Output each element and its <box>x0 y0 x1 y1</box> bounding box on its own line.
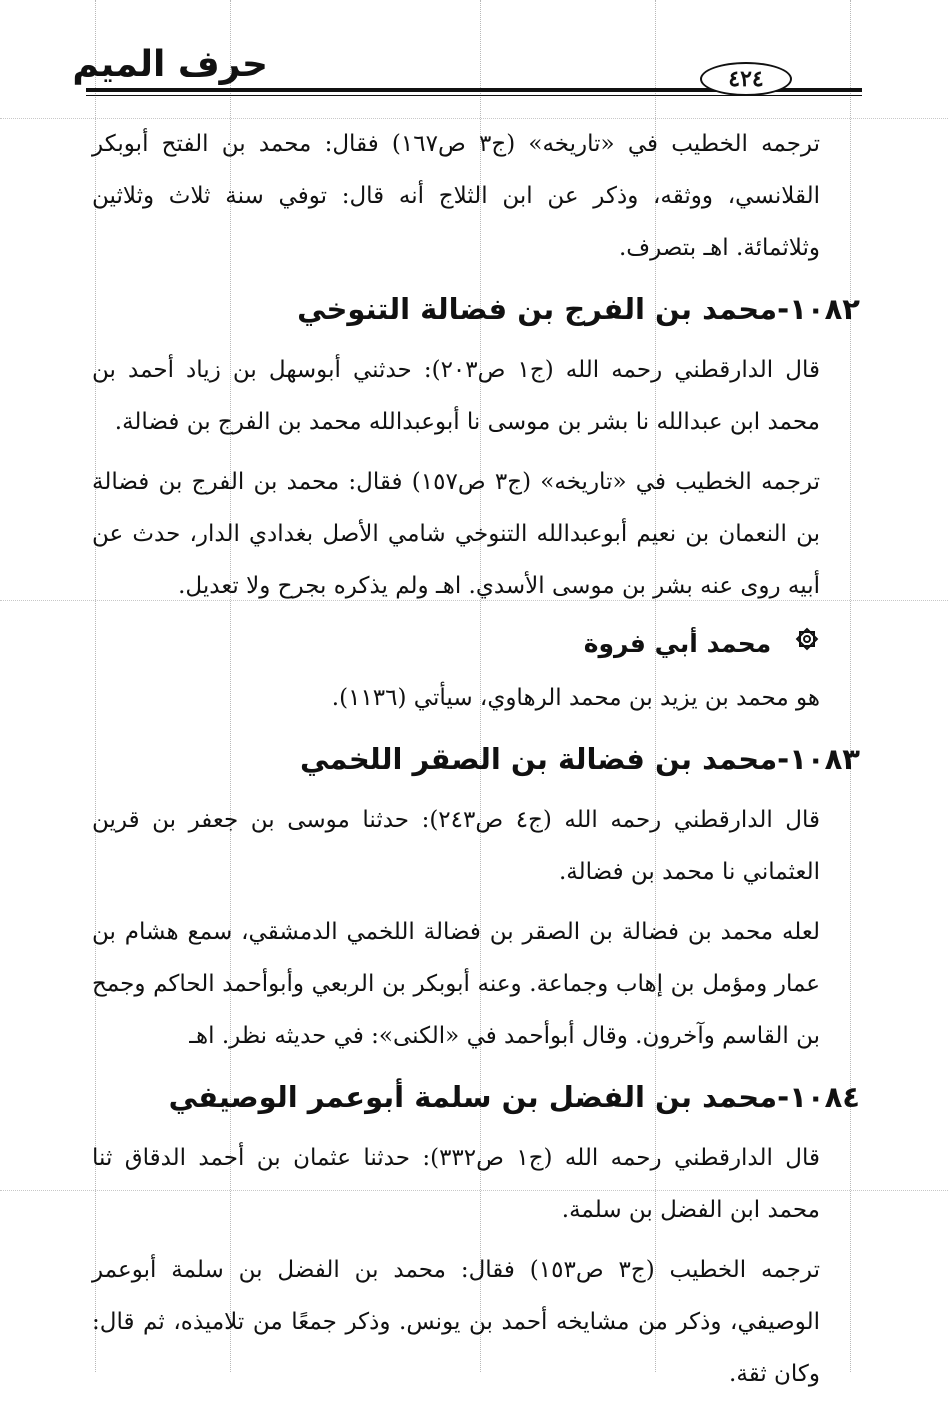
page-body <box>92 118 860 1408</box>
paragraph: هو محمد بن يزيد بن محمد الرهاوي، سيأتي (١١٣٦). <box>331 685 820 711</box>
paragraph: قال الدارقطني رحمه الله (ج٤ ص٢٤٣): حدثنا موسى بن جعفر بن قرين العثماني نا محمد بن فضالة. <box>92 807 821 885</box>
sub-entry-title: محمد أبي فروة <box>583 629 772 658</box>
eight-point-flower-icon <box>794 620 820 668</box>
paragraph: قال الدارقطني رحمه الله (ج١ ص٣٣٢): حدثنا عثمان بن أحمد الدقاق ثنا محمد ابن الفضل بن سلمة. <box>92 1145 821 1223</box>
paragraph: قال الدارقطني رحمه الله (ج١ ص٢٠٣): حدثني أبوسهل بن زياد أحمد بن محمد ابن عبدالله نا بشر بن موسى نا أبوعبدالله محمد بن الفرج بن فضالة. <box>92 357 821 435</box>
paragraph: ترجمه الخطيب في «تاريخه» (ج٣ ص١٦٧) فقال: محمد بن الفتح أبوبكر القلانسي، ووثقه، وذكر عن ابن الثلاج أنه قال: توفي سنة ثلاث وثلاثين وثلاثمائة. اهـ بتصرف. <box>92 131 821 261</box>
entry-heading: ١٠٨٤-محمد بن الفضل بن سلمة أبوعمر الوصيفي <box>168 1080 860 1114</box>
page-number: ٤٢٤ <box>700 62 792 96</box>
chapter-title: حرف الميم <box>72 44 268 85</box>
paragraph: ترجمه الخطيب (ج٣ ص١٥٣) فقال: محمد بن الفضل بن سلمة أبوعمر الوصيفي، وذكر من مشايخه أحمد بن يونس. وذكر جمعًا من تلاميذه، ثم قال: وكان ثقة. <box>92 1257 820 1387</box>
paragraph: لعله محمد بن فضالة بن الصقر بن فضالة اللخمي الدمشقي، سمع هشام بن عمار ومؤمل بن إهاب وجماعة. وعنه أبوبكر بن الربعي وأبوأحمد الحاكم وجمح بن القاسم وآخرون. وقال أبوأحمد في «الكنى»: في حديثه نظر. اهـ <box>92 919 820 1049</box>
entry-heading: ١٠٨٣-محمد بن فضالة بن الصقر اللخمي <box>300 742 860 776</box>
sub-entry-heading <box>92 620 820 668</box>
entry-heading: ١٠٨٢-محمد بن الفرج بن فضالة التنوخي <box>297 292 860 326</box>
paragraph: ترجمه الخطيب في «تاريخه» (ج٣ ص١٥٧) فقال: محمد بن الفرج بن فضالة بن النعمان بن نعيم أبوعبدالله التنوخي شامي الأصل بغدادي الدار، حدث عن أبيه روى عنه بشر بن موسى الأسدي. اهـ ولم يذكره بجرح ولا تعديل. <box>92 469 821 599</box>
scan-grid-line <box>850 0 851 1372</box>
